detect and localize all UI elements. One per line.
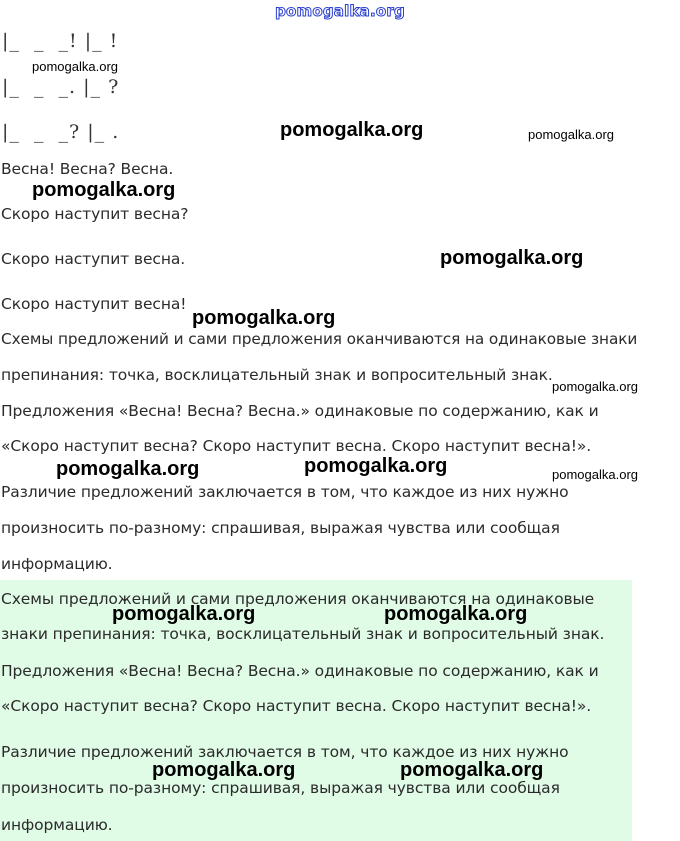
scheme-1: |_ _ _! |_ ! — [2, 30, 119, 52]
watermark: pomogalka.org — [528, 127, 614, 142]
answer-line-6: произносить по-разному: спрашивая, выражая чувства или сообщая — [1, 779, 560, 797]
sentence-4: Скоро наступит весна! — [1, 295, 187, 313]
explanation-line-5: Различие предложений заключается в том, что каждое из них нужно — [1, 483, 569, 501]
answer-line-5: Различие предложений заключается в том, что каждое из них нужно — [1, 743, 569, 761]
watermark: pomogalka.org — [192, 307, 336, 329]
watermark: pomogalka.org — [304, 455, 448, 477]
watermark: pomogalka.org — [552, 467, 638, 482]
watermark: pomogalka.org — [384, 603, 528, 625]
explanation-line-2: препинания: точка, восклицательный знак и вопросительный знак. — [1, 366, 553, 384]
site-link[interactable]: pomogalka.org — [275, 2, 405, 20]
sentence-2: Скоро наступит весна? — [1, 205, 189, 223]
watermark: pomogalka.org — [56, 458, 200, 480]
scheme-3: |_ _ _? |_ . — [2, 121, 120, 143]
answer-line-1: Схемы предложений и сами предложения оканчиваются на одинаковые — [1, 590, 595, 608]
watermark: pomogalka.org — [440, 247, 584, 269]
watermark: pomogalka.org — [32, 179, 176, 201]
watermark: pomogalka.org — [112, 603, 256, 625]
answer-line-2: знаки препинания: точка, восклицательный знак и вопросительный знак. — [1, 625, 605, 643]
explanation-line-1: Схемы предложений и сами предложения оканчиваются на одинаковые знаки — [1, 330, 638, 348]
answer-line-4: «Скоро наступит весна? Скоро наступит весна. Скоро наступит весна!». — [1, 697, 592, 715]
explanation-line-3: Предложения «Весна! Весна? Весна.» одинаковые по содержанию, как и — [1, 402, 599, 420]
watermark: pomogalka.org — [400, 759, 544, 781]
explanation-line-4: «Скоро наступит весна? Скоро наступит весна. Скоро наступит весна!». — [1, 437, 592, 455]
watermark: pomogalka.org — [280, 119, 424, 141]
watermark: pomogalka.org — [152, 759, 296, 781]
sentence-1: Весна! Весна? Весна. — [1, 160, 174, 178]
watermark: pomogalka.org — [552, 379, 638, 394]
answer-line-7: информацию. — [1, 816, 113, 834]
watermark: pomogalka.org — [32, 59, 118, 74]
answer-line-3: Предложения «Весна! Весна? Весна.» одинаковые по содержанию, как и — [1, 662, 599, 680]
sentence-3: Скоро наступит весна. — [1, 250, 186, 268]
explanation-line-7: информацию. — [1, 555, 113, 573]
explanation-line-6: произносить по-разному: спрашивая, выражая чувства или сообщая — [1, 519, 560, 537]
scheme-2: |_ _ _. |_ ? — [2, 76, 120, 98]
